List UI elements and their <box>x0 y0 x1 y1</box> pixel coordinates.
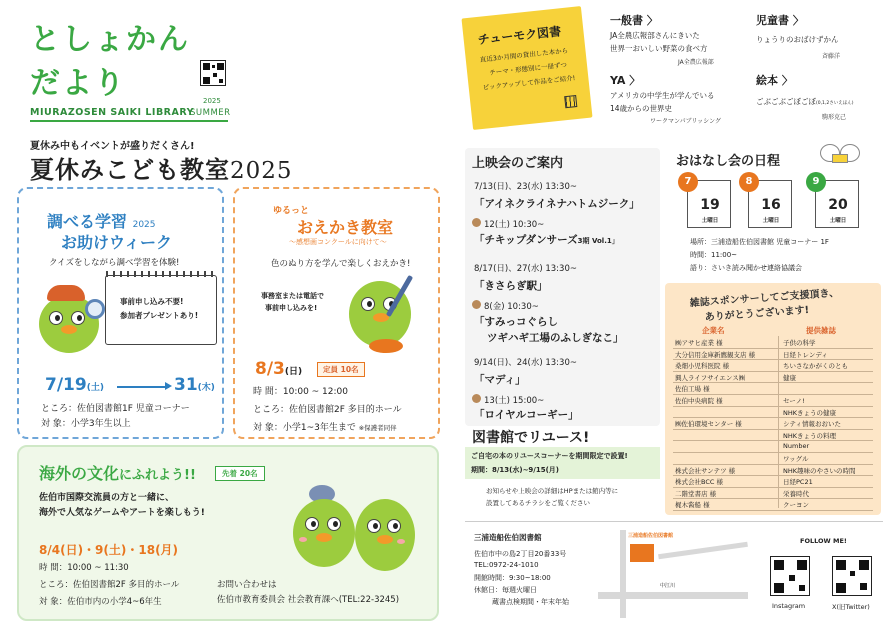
culture-title-a: 海外の文化 <box>39 464 120 483</box>
acorn-icon <box>472 218 481 227</box>
location-map[interactable] <box>598 530 748 618</box>
research-title-year: 2025 <box>132 220 156 230</box>
storytime-dow-july: 土曜日 <box>701 218 719 224</box>
storytime-day-september: 20 <box>828 197 848 213</box>
instagram-label: Instagram <box>772 602 806 610</box>
screening-film-4-line2: ツギハギ工場のふしぎなこ」 <box>487 332 624 344</box>
book-general-author: JA全農広報部 <box>678 59 714 66</box>
drawing-target-value: 対 象：小学1~3年生まで <box>253 423 356 433</box>
sponsor-row <box>673 453 873 465</box>
sponsor-magazine: 健康 <box>783 373 796 382</box>
sponsor-row <box>673 441 873 453</box>
storytime-time: 時間：11:00~ <box>690 251 738 259</box>
culture-desc-2: 海外で人気なゲームやアートを楽しもう! <box>39 508 205 518</box>
footer-tel[interactable]: TEL:0972-24-1010 <box>474 561 539 569</box>
book-picture-title-main: ごぶごぶごぼごぼ <box>756 97 816 106</box>
culture-desc-1: 佐伯市国際交流員の方と一緒に、 <box>39 493 175 503</box>
research-date-start <box>45 375 104 395</box>
reuse-line2: 期間：8/13(水)~9/15(月) <box>471 466 559 474</box>
book-children-author: 斉藤洋 <box>822 53 841 60</box>
screening-film-3: 「きさらぎ駅」 <box>474 280 548 292</box>
sponsor-row <box>673 395 873 407</box>
reuse-line1: ご自宅の本のリユースコーナーを期間限定で設置! <box>471 452 628 460</box>
research-desc: クイズをしながら調べ学習を体験! <box>49 258 180 268</box>
research-date-end-day: (木) <box>197 383 215 393</box>
screenings-title: 上映会のご案内 <box>472 156 564 171</box>
culture-dates: 8/4(日)・9(土)・18(月) <box>39 543 179 557</box>
featured-books-desc-2: テーマ・形態別に一冊ずつ <box>488 60 568 77</box>
reuse-info-box <box>465 447 660 479</box>
screening-schedule-1: 7/13(日)、23(水) 13:30~ <box>474 182 577 192</box>
screening-schedule-6: 13(土) 15:00~ <box>484 396 545 406</box>
header-divider <box>30 120 228 122</box>
sponsor-magazine: シティ情報おおいた <box>783 420 841 429</box>
featured-books-title: チューモク図書 <box>477 24 562 47</box>
sponsor-magazine: ちいさなかがくのとも <box>783 362 848 371</box>
footer-closed-1: 休館日：毎週火曜日 <box>474 586 537 594</box>
follow-label: FOLLOW ME! <box>800 537 847 545</box>
events-tagline: 夏休み中もイベントが盛りだくさん! <box>30 141 195 152</box>
sponsor-row <box>673 465 873 477</box>
events-title-text: 夏休みこども教室 <box>30 156 230 184</box>
sponsor-row <box>673 418 873 430</box>
storytime-title: おはなし会の日程 <box>676 154 781 169</box>
sponsor-col-company: 企業名 <box>702 326 725 335</box>
sponsor-company: ㈱佐伯環境センター 様 <box>675 420 742 429</box>
drawing-date-value: 8/3 <box>255 359 285 379</box>
sponsor-magazine: NHKきょうの健康 <box>783 408 837 417</box>
research-date-end <box>174 375 215 395</box>
map-library-marker <box>630 544 654 562</box>
culture-target: 対 象：佐伯市内の小学4~6年生 <box>39 597 162 607</box>
storytime-place: 場所：三浦造船佐伯図書館 児童コーナー 1F <box>690 238 829 246</box>
reuse-title: 図書館でリユース! <box>472 430 590 446</box>
culture-card <box>17 445 439 621</box>
sponsor-company: 佐伯中央病院 様 <box>675 397 723 405</box>
book-category-general[interactable]: 一般書 〉 <box>610 14 658 27</box>
palette-icon <box>369 339 403 353</box>
culture-title-b: にふれよう!! <box>119 468 196 483</box>
drawing-notice-1: 事務室または電話で <box>261 292 324 300</box>
acorn-icon <box>472 300 481 309</box>
qr-code-header[interactable] <box>200 60 226 86</box>
sponsor-company: 佐伯工場 様 <box>675 385 710 394</box>
culture-contact-2: 佐伯市教育委員会 社会教育課へ(TEL:22-3245) <box>217 595 400 605</box>
issue-year: 2025 <box>203 97 221 105</box>
book-general-title-1: JA全農広報部さんにきいた <box>610 31 700 40</box>
storytime-dow-august: 土曜日 <box>762 218 780 224</box>
storytime-dow-september: 土曜日 <box>829 218 847 224</box>
sponsor-magazine: Number <box>783 442 810 451</box>
research-notice-1: 事前申し込み不要! <box>120 297 184 306</box>
research-title-line1 <box>47 209 156 232</box>
sponsor-row <box>673 360 873 372</box>
newsletter-title-line2: だより <box>30 66 126 101</box>
sponsor-title-1: 雑誌スポンサーしてご支援頂き、 <box>689 287 840 310</box>
sponsor-row <box>673 349 873 361</box>
research-notice-2: 参加者プレゼントあり! <box>120 311 199 320</box>
month-badge-september: 9 <box>806 172 826 192</box>
culture-place: ところ：佐伯図書館2F 多目的ホール <box>39 580 180 590</box>
drawing-title: おえかき教室 <box>297 218 394 237</box>
screening-schedule-2: 12(土) 10:30~ <box>484 220 545 230</box>
screening-schedule-3: 8/17(日)、27(水) 13:30~ <box>474 264 577 274</box>
book-icon <box>832 154 848 163</box>
drawing-kicker: ゆるっと <box>273 206 310 216</box>
sponsor-magazine: NHK趣味のやさいの時間 <box>783 466 856 475</box>
date-range-arrow <box>117 386 169 388</box>
sponsor-magazine: セーノ! <box>783 397 805 405</box>
screening-film-5: 「マディ」 <box>474 374 526 386</box>
drawing-date-day: (日) <box>284 367 303 377</box>
book-picture-author: 駒形克己 <box>822 114 847 121</box>
sponsor-row <box>673 430 873 442</box>
book-general-title-2: 世界一おいしい野菜の食べ方 <box>610 44 708 53</box>
sponsor-row <box>673 499 873 511</box>
research-title-line2: お助けウィーク <box>61 233 173 252</box>
sponsor-col-magazine: 提供雑誌 <box>806 326 836 335</box>
footer-address: 佐伯市中の島2丁目20番33号 <box>474 550 567 558</box>
newsletter-title-line1: としょかん <box>30 22 190 57</box>
culture-title <box>39 461 196 484</box>
issue-season: SUMMER <box>190 108 231 118</box>
sponsor-row <box>673 337 873 349</box>
sponsor-magazine: 日経PC21 <box>783 478 813 487</box>
drawing-target <box>253 420 397 433</box>
book-ya-title-1: アメリカの中学生が学んでいる <box>610 91 715 100</box>
capacity-badge: 定員 10名 <box>317 362 365 377</box>
drawing-subtitle: 〜感想画コンクールに向けて〜 <box>289 238 387 246</box>
book-ya-title-2: 14歳からの世界史 <box>610 104 673 113</box>
screening-film-2-title: 「チキップダンサーズ <box>474 234 578 246</box>
qr-code-x[interactable] <box>832 556 872 596</box>
featured-books-desc-3: ピックアップして作品をご紹介! <box>482 74 576 92</box>
culture-contact-1: お問い合わせは <box>217 580 277 590</box>
sponsor-company: ㈱アサヒ産業 様 <box>675 339 723 347</box>
sponsor-magazine: 栄養時代 <box>783 489 809 498</box>
acorn-icon <box>472 394 481 403</box>
info-note-2: 設置してあるチラシをご覧ください <box>486 499 590 507</box>
screening-film-2 <box>474 232 619 247</box>
sponsor-company: 桑畑小児科医院 様 <box>675 362 730 371</box>
research-week-card <box>17 187 224 439</box>
book-ya-author: ワークマンパブリッシング <box>650 118 721 125</box>
book-picture-title <box>756 96 853 107</box>
footer-hours: 開館時間：9:30~18:00 <box>474 574 551 582</box>
events-main-title <box>30 150 293 185</box>
sponsor-row <box>673 383 873 395</box>
drawing-date <box>255 359 302 379</box>
screening-film-2-note: 3期 Vol.1」 <box>577 237 619 245</box>
sponsor-company: 梶木酱船 様 <box>675 501 710 510</box>
sponsor-company: 株式会社BCC 様 <box>675 478 723 487</box>
screening-schedule-5: 9/14(日)、24(水) 13:30~ <box>474 358 577 368</box>
map-road-label: 中江川 <box>660 583 676 589</box>
footer-library-name: 三浦造船佐伯図書館 <box>474 533 542 542</box>
sponsor-magazine: 子供の科学 <box>783 339 816 347</box>
sponsor-row <box>673 372 873 384</box>
magnifier-icon <box>85 299 105 319</box>
footer-divider <box>465 521 883 522</box>
map-library-label: 三浦造船佐伯図書館 <box>628 533 674 539</box>
research-date-end-value: 31 <box>174 375 198 395</box>
sponsor-company: 二階堂書店 様 <box>675 489 717 498</box>
library-name-en: MIURAZOSEN SAIKI LIBRARY <box>30 107 195 118</box>
storytime-day-august: 16 <box>761 197 781 213</box>
sponsor-company: 株式会社サンテツ 様 <box>675 466 736 475</box>
screening-film-6: 「ロイヤルコーギー」 <box>474 409 579 421</box>
chick-mascot-drawing <box>339 271 423 355</box>
reading-animals-illustration <box>820 140 862 164</box>
book-category-picture[interactable]: 絵本 〉 <box>756 74 793 87</box>
book-stack-icon <box>564 95 577 108</box>
book-children-title: りょうりのおばけずかん <box>756 35 839 44</box>
sponsor-row <box>673 488 873 500</box>
research-date-start-value: 7/19 <box>45 375 87 395</box>
book-category-ya[interactable]: YA 〉 <box>610 74 641 87</box>
drawing-desc: 色のぬり方を学んで楽しくおえかき! <box>271 259 411 269</box>
month-badge-july: 7 <box>678 172 698 192</box>
storytime-day-july: 19 <box>700 197 720 213</box>
sponsor-magazine: NHKきょうの料理 <box>783 431 837 440</box>
notebook-illustration <box>105 275 217 345</box>
screening-film-1: 「アイネクライネナハトムジーク」 <box>474 198 640 210</box>
research-target: 対 象：小学3年生以上 <box>41 419 131 429</box>
drawing-notice-2: 事前申し込みを! <box>265 304 318 312</box>
drawing-time: 時 間：10:00 ~ 12:00 <box>253 387 348 397</box>
sponsor-magazine: ワッグル <box>783 455 809 463</box>
drawing-class-card <box>233 187 440 439</box>
research-date-start-day: (土) <box>86 383 104 393</box>
storytime-reader: 語り：さいき読み聞かせ連絡協議会 <box>690 264 802 272</box>
screening-film-4: 「すみっコぐらし <box>474 316 558 328</box>
sponsor-row <box>673 407 873 419</box>
research-title-text: 調べる学習 <box>47 212 128 231</box>
book-picture-title-sub: (0,1,2さいえほん) <box>816 101 854 106</box>
culture-time: 時 間：10:00 ~ 11:30 <box>39 563 129 573</box>
drawing-place: ところ：佐伯図書館2F 多目的ホール <box>253 405 402 415</box>
x-label: X(旧Twitter) <box>832 603 870 611</box>
drawing-target-note: ※保護者同伴 <box>358 424 397 432</box>
chick-mascot-culture-right <box>351 495 421 581</box>
featured-books-desc-1: 直近3か月間の貸出した本から <box>479 46 569 64</box>
sponsor-title-2: ありがとうございます! <box>704 304 810 324</box>
featured-books-panel <box>461 6 592 130</box>
sponsor-magazine: クーヨン <box>783 501 809 510</box>
sponsor-company: 大分信用金庫新鷹観支店 様 <box>675 350 756 359</box>
first-come-badge: 先着 20名 <box>215 466 265 481</box>
sponsor-row <box>673 476 873 488</box>
month-badge-august: 8 <box>739 172 759 192</box>
research-place: ところ：佐伯図書館1F 児童コーナー <box>41 404 190 414</box>
info-note-1: お知らせや上映会の詳細はHPまたは館内等に <box>486 487 619 495</box>
events-title-year: 2025 <box>230 158 293 184</box>
sponsor-magazine: 日経トレンディ <box>783 350 828 359</box>
sponsor-company: 興人ライフサイエンス㈱ <box>675 373 746 382</box>
qr-code-instagram[interactable] <box>770 556 810 596</box>
footer-closed-2: 蔵書点検期間・年末年始 <box>492 598 569 606</box>
screening-schedule-4: 8(金) 10:30~ <box>484 302 539 312</box>
chick-mascot-research <box>33 281 105 359</box>
book-category-children[interactable]: 児童書 〉 <box>756 14 804 27</box>
